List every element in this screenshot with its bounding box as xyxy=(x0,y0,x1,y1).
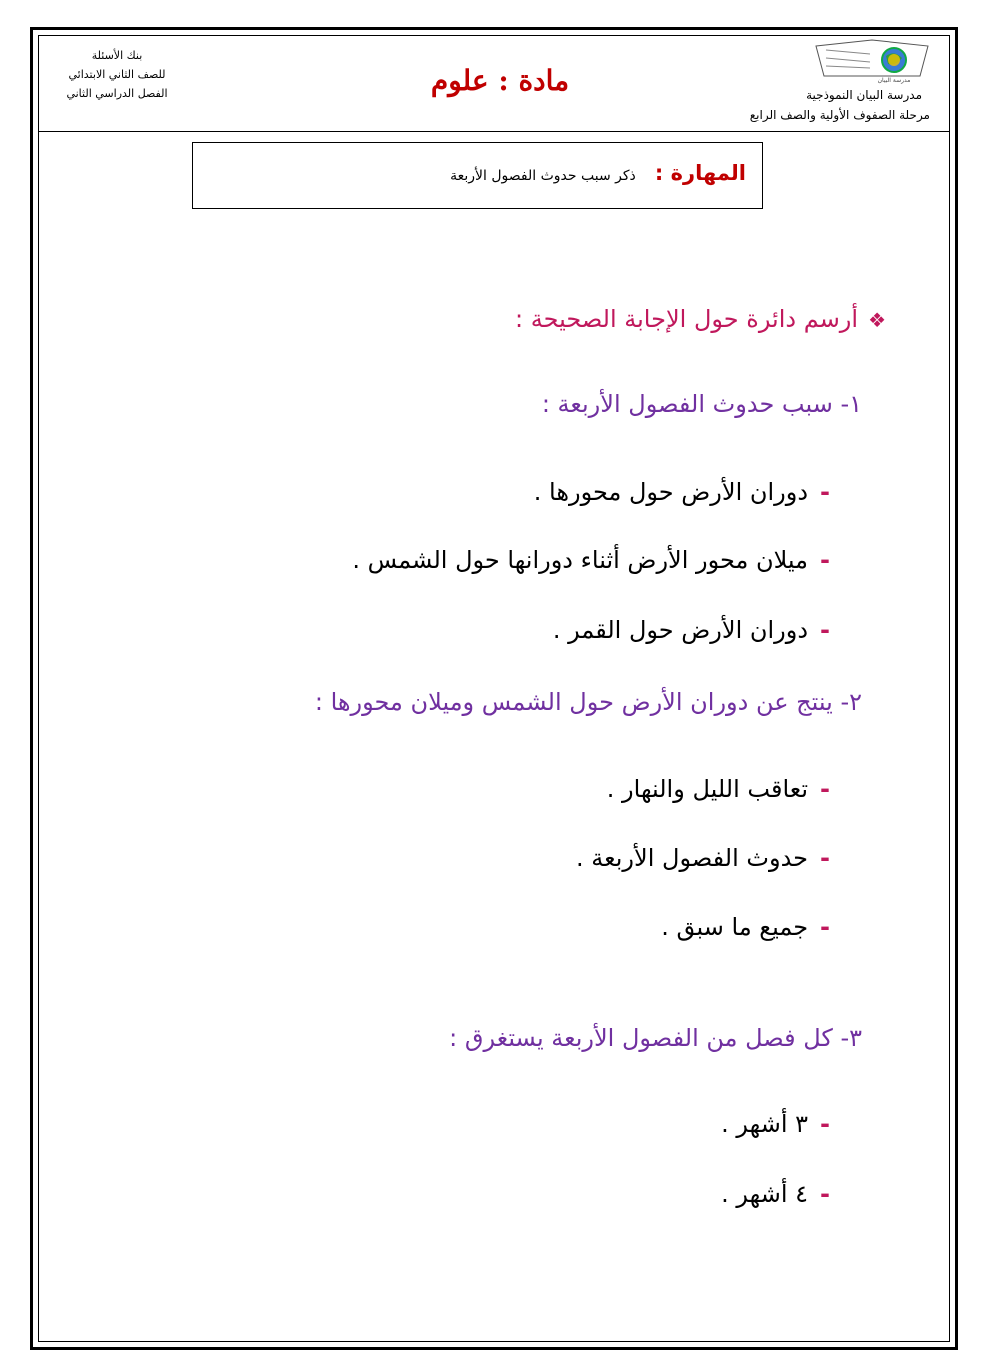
option-text: ميلان محور الأرض أثناء دورانها حول الشمس . xyxy=(352,546,809,574)
q2-option-2[interactable] xyxy=(576,844,830,872)
option-text: تعاقب الليل والنهار . xyxy=(606,775,809,803)
skill-row xyxy=(450,161,746,185)
school-stage: مرحلة الصفوف الأولية والصف الرابع xyxy=(749,108,930,122)
q2-option-3[interactable] xyxy=(661,913,830,941)
option-text: حدوث الفصول الأربعة . xyxy=(576,844,809,872)
dash-icon: - xyxy=(820,844,830,872)
option-text: جميع ما سبق . xyxy=(661,913,809,941)
dash-icon: - xyxy=(820,913,830,941)
school-logo xyxy=(812,36,932,84)
question-bank-info xyxy=(52,46,182,103)
q3-option-2[interactable] xyxy=(721,1180,830,1208)
q2-option-1[interactable] xyxy=(607,775,830,803)
dash-icon: - xyxy=(820,478,830,506)
skill-box xyxy=(192,142,763,209)
instruction xyxy=(515,305,886,333)
question-3: ٣- كل فصل من الفصول الأربعة يستغرق : xyxy=(449,1024,862,1052)
bank-term: الفصل الدراسي الثاني xyxy=(66,87,168,100)
dash-icon: - xyxy=(820,775,830,803)
dash-icon: - xyxy=(820,546,830,574)
skill-text: ذكر سبب حدوث الفصول الأربعة xyxy=(450,168,636,184)
option-text: دوران الأرض حول القمر . xyxy=(552,616,809,644)
bank-grade: للصف الثاني الابتدائي xyxy=(68,68,166,81)
subject-title: مادة : علوم xyxy=(430,64,570,97)
skill-label: المهارة : xyxy=(654,161,746,185)
dash-icon: - xyxy=(820,1180,830,1208)
option-text: ٤ أشهر . xyxy=(721,1180,809,1208)
q1-option-1[interactable] xyxy=(534,478,830,506)
diamond-bullet-icon: ❖ xyxy=(868,308,886,332)
q3-option-1[interactable] xyxy=(721,1110,830,1138)
q1-option-3[interactable] xyxy=(553,616,830,644)
option-text: ٣ أشهر . xyxy=(721,1110,809,1138)
instruction-text: أرسم دائرة حول الإجابة الصحيحة : xyxy=(515,305,859,333)
dash-icon: - xyxy=(820,616,830,644)
option-text: دوران الأرض حول محورها . xyxy=(533,478,809,506)
question-2: ٢- ينتج عن دوران الأرض حول الشمس وميلان محورها : xyxy=(314,688,862,716)
header-divider xyxy=(38,131,950,132)
dash-icon: - xyxy=(820,1110,830,1138)
logo-caption: مدرسة البيان xyxy=(877,77,911,84)
q1-option-2[interactable] xyxy=(352,546,830,574)
question-1: ١- سبب حدوث الفصول الأربعة : xyxy=(541,390,862,418)
bank-title: بنك الأسئلة xyxy=(91,49,143,62)
school-name: مدرسة البيان النموذجية xyxy=(806,88,922,102)
